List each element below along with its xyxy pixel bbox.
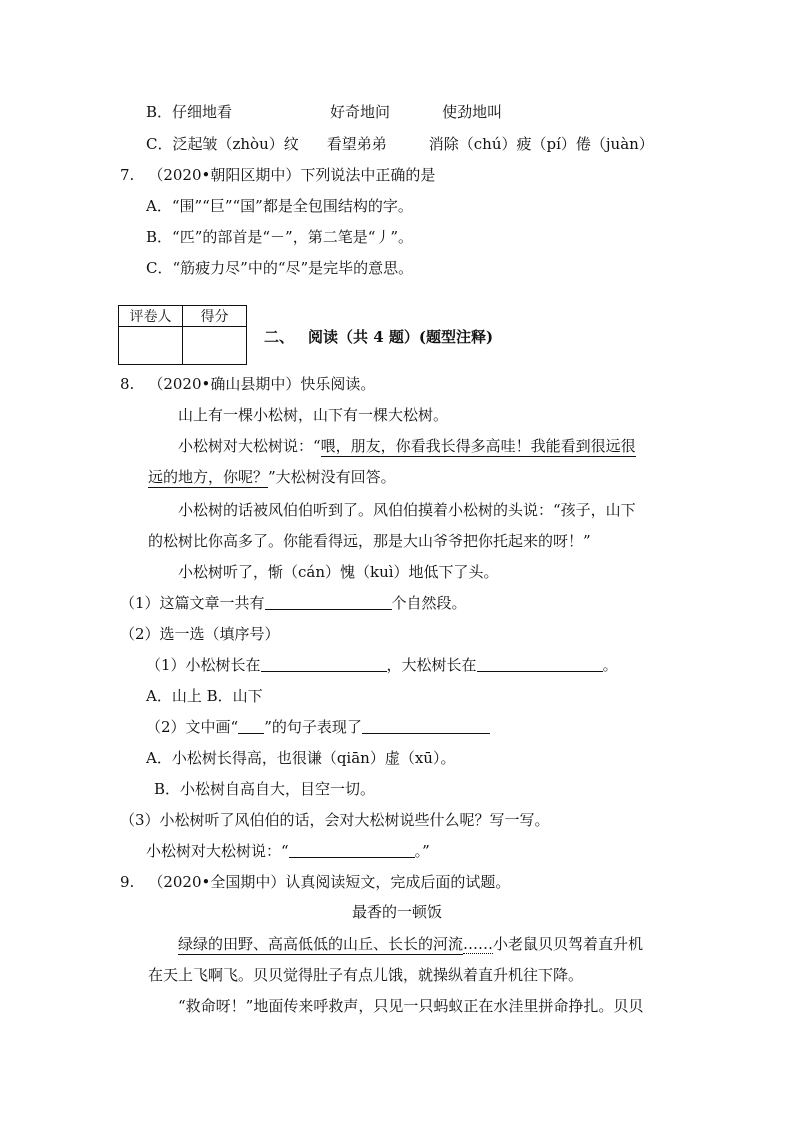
passage-title: 最香的一顿饭 xyxy=(351,903,442,921)
option-item: 好奇地问 xyxy=(330,103,391,121)
text: ，大松树长在 xyxy=(386,656,477,674)
text: 。 xyxy=(602,656,618,674)
ellipsis: …… xyxy=(463,935,494,953)
option-item: 看望弟弟 xyxy=(326,135,387,153)
question-text: （2020•确山县期中）快乐阅读。 xyxy=(148,375,376,393)
q7-stem xyxy=(120,165,435,185)
section-number: 二、 xyxy=(264,328,295,346)
question-number: 9. xyxy=(120,873,135,891)
grader-cell[interactable] xyxy=(119,327,183,365)
text: ”的句子表现了 xyxy=(264,718,362,736)
answer-blank[interactable] xyxy=(362,717,490,734)
q7-option-b: B．“匹”的部首是“－”，第二笔是“丿”。 xyxy=(146,228,414,246)
option-item: 使劲地叫 xyxy=(442,103,503,121)
text: 小老鼠贝贝驾着直升机 xyxy=(493,935,644,953)
q9-stem xyxy=(120,872,510,892)
section-heading xyxy=(264,327,493,347)
q8-sub-2-2-option-a: A．小松树长得高，也很谦（qiān）虚（xū）。 xyxy=(146,749,456,767)
underlined-sentence: 喂，朋友，你看我长得多高哇！我能看到很远很 xyxy=(320,437,636,455)
option-label: B． xyxy=(146,103,173,121)
text: 小松树对大松树说：“ xyxy=(178,437,321,455)
text: 个自然段。 xyxy=(391,594,467,612)
answer-blank[interactable] xyxy=(289,841,415,858)
answer-blank[interactable] xyxy=(265,593,392,610)
question-number: 8. xyxy=(120,375,135,393)
underlined-sentence: 远的地方，你呢？ xyxy=(148,468,269,486)
q7-option-a: A．“围”“巨”“国”都是全包围结构的字。 xyxy=(146,197,413,215)
q7-option-c: C．“筋疲力尽”中的“尽”是完毕的意思。 xyxy=(146,259,414,277)
text: （2）文中画“ xyxy=(146,718,239,736)
q8-sub-2: （2）选一选（填序号） xyxy=(120,625,280,643)
q8-sub-2-2-option-b: B．小松树自高自大，目空一切。 xyxy=(154,780,376,798)
text: ”大松树没有回答。 xyxy=(268,468,396,486)
q6-option-c xyxy=(146,134,654,154)
q9-paragraph-2: “救命呀！”地面传来呼救声，只见一只蚂蚁正在水洼里拼命挣扎。贝贝 xyxy=(178,997,644,1015)
option-item: 仔细地看 xyxy=(172,103,233,121)
question-number: 7. xyxy=(120,166,135,184)
score-header: 得分 xyxy=(183,306,247,327)
underlined-phrase: 绿绿的田野、高高低低的山丘、长长的河流 xyxy=(178,935,464,953)
text: （1）小松树长在 xyxy=(146,656,261,674)
text: （1）这篇文章一共有 xyxy=(120,594,265,612)
q8-sub-2-1-options: A．山上 B．山下 xyxy=(146,687,263,705)
option-item: 消除（chú）疲（pí）倦（juàn） xyxy=(428,135,654,153)
option-label: C． xyxy=(146,135,173,153)
question-text: （2020•朝阳区期中）下列说法中正确的是 xyxy=(148,166,436,184)
q8-sub-2-1 xyxy=(146,655,618,675)
q8-paragraph-4: 小松树听了，惭（cán）愧（kuì）地低下了头。 xyxy=(178,563,499,581)
score-cell[interactable] xyxy=(183,327,247,365)
underline-sample xyxy=(238,717,264,734)
text: 。” xyxy=(414,842,430,860)
option-item: 泛起皱（zhòu）纹 xyxy=(172,135,299,153)
text: 小松树对大松树说：“ xyxy=(146,842,289,860)
q9-paragraph-1-line-2: 在天上飞啊飞。贝贝觉得肚子有点儿饿，就操纵着直升机往下降。 xyxy=(148,966,584,984)
q8-sub-2-2 xyxy=(146,717,490,737)
section-title: 阅读（共 4 题）(题型注释) xyxy=(308,328,494,346)
question-text: （2020•全国期中）认真阅读短文，完成后面的试题。 xyxy=(148,873,511,891)
q6-option-b xyxy=(146,102,502,122)
q8-sub-3-answer xyxy=(146,841,430,861)
q8-paragraph-2-line-1 xyxy=(178,436,636,456)
grader-header: 评卷人 xyxy=(119,306,183,327)
q9-paragraph-1-line-1 xyxy=(178,934,643,954)
q8-paragraph-1: 山上有一棵小松树，山下有一棵大松树。 xyxy=(178,406,449,424)
q8-paragraph-2-line-2 xyxy=(148,467,396,487)
answer-blank[interactable] xyxy=(261,655,387,672)
score-table xyxy=(118,305,247,365)
q8-sub-3: （3）小松树听了风伯伯的话，会对大松树说些什么呢？写一写。 xyxy=(120,811,550,829)
q8-sub-1 xyxy=(120,593,467,613)
q8-paragraph-3-line-2: 的松树比你高多了。你能看得远，那是大山爷爷把你托起来的呀！” xyxy=(148,532,591,550)
q8-paragraph-3-line-1: 小松树的话被风伯伯听到了。风伯伯摸着小松树的头说：“孩子，山下 xyxy=(178,501,636,519)
q8-stem xyxy=(120,374,375,394)
answer-blank[interactable] xyxy=(477,655,603,672)
